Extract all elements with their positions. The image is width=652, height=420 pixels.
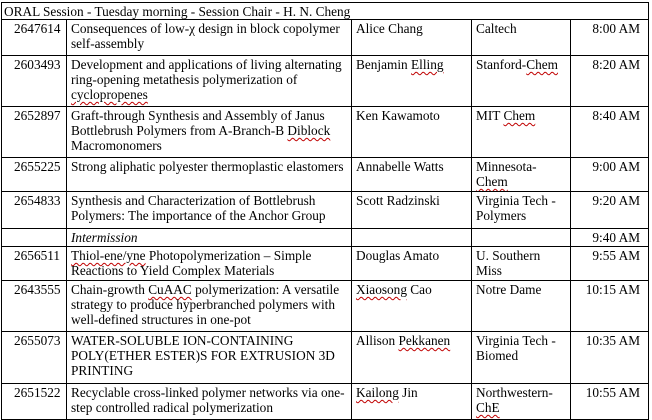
speaker-name: Annabelle Watts [352, 158, 472, 192]
talk-title: Recyclable cross-linked polymer networks via one-step controlled radical polymerization [67, 384, 352, 420]
abstract-id: 2647614 [2, 20, 67, 56]
table-row [2, 281, 649, 332]
institution: MIT Chem [472, 107, 571, 158]
abstract-id: 2654833 [2, 192, 67, 229]
speaker-name: Alice Chang [352, 20, 472, 56]
table-row [2, 107, 649, 158]
abstract-id: 2655225 [2, 158, 67, 192]
speaker-name: Ken Kawamoto [352, 107, 472, 158]
institution: U. Southern Miss [472, 247, 571, 281]
institution: Northwestern-ChE [472, 384, 571, 420]
session-table [1, 2, 649, 420]
chi-symbol: χ [189, 21, 196, 36]
table-row [2, 158, 649, 192]
talk-title: Thiol-ene/yne Photopolymerization – Simple Reactions to Yield Complex Materials [67, 247, 352, 281]
abstract-id: 2652897 [2, 107, 67, 158]
institution: Caltech [472, 20, 571, 56]
speaker-name: Allison Pekkanen [352, 332, 472, 384]
institution: Virginia Tech - Biomed [472, 332, 571, 384]
talk-time: 10:55 AM [571, 384, 649, 420]
institution: Virginia Tech - Polymers [472, 192, 571, 229]
table-row [2, 192, 649, 229]
talk-title: Synthesis and Characterization of Bottlebrush Polymers: The importance of the Anchor Group [67, 192, 352, 229]
table-row [2, 384, 649, 420]
empty-cell [2, 229, 67, 247]
speaker-name: Kailong Jin [352, 384, 472, 420]
table-row [2, 332, 649, 384]
header-row [2, 3, 649, 20]
speaker-name: Scott Radzinski [352, 192, 472, 229]
talk-title: Graft-through Synthesis and Assembly of Janus Bottlebrush Polymers from A-Branch-B Diblock Macromonomers [67, 107, 352, 158]
talk-time: 9:00 AM [571, 158, 649, 192]
talk-time: 9:20 AM [571, 192, 649, 229]
table-row [2, 20, 649, 56]
talk-time: 8:20 AM [571, 56, 649, 107]
abstract-id: 2651522 [2, 384, 67, 420]
institution: Notre Dame [472, 281, 571, 332]
talk-title: Strong aliphatic polyester thermoplastic elastomers [67, 158, 352, 192]
session-header: ORAL Session - Tuesday morning - Session Chair - H. N. Cheng [2, 3, 649, 20]
abstract-id: 2603493 [2, 56, 67, 107]
talk-title: WATER-SOLUBLE ION-CONTAINING POLY(ETHER ESTER)S FOR EXTRUSION 3D PRINTING [67, 332, 352, 384]
intermission-row [2, 229, 649, 247]
table-row [2, 247, 649, 281]
talk-time: 10:35 AM [571, 332, 649, 384]
talk-time: 9:40 AM [571, 229, 649, 247]
institution: Minnesota-Chem [472, 158, 571, 192]
table-row [2, 56, 649, 107]
talk-title: Chain-growth CuAAC polymerization: A versatile strategy to produce hyperbranched polymers with well-defined structures in one-pot [67, 281, 352, 332]
speaker-name: Xiaosong Cao [352, 281, 472, 332]
talk-title: Consequences of low-χ design in block copolymer self-assembly [67, 20, 352, 56]
talk-title: Development and applications of living alternating ring-opening metathesis polymerization of cyclopropenes [67, 56, 352, 107]
talk-time: 8:40 AM [571, 107, 649, 158]
abstract-id: 2655073 [2, 332, 67, 384]
intermission-label: Intermission [67, 229, 352, 247]
speaker-name: Benjamin Elling [352, 56, 472, 107]
empty-cell [352, 229, 472, 247]
talk-time: 8:00 AM [571, 20, 649, 56]
speaker-name: Douglas Amato [352, 247, 472, 281]
institution: Stanford-Chem [472, 56, 571, 107]
abstract-id: 2656511 [2, 247, 67, 281]
empty-cell [472, 229, 571, 247]
talk-time: 10:15 AM [571, 281, 649, 332]
talk-time: 9:55 AM [571, 247, 649, 281]
abstract-id: 2643555 [2, 281, 67, 332]
